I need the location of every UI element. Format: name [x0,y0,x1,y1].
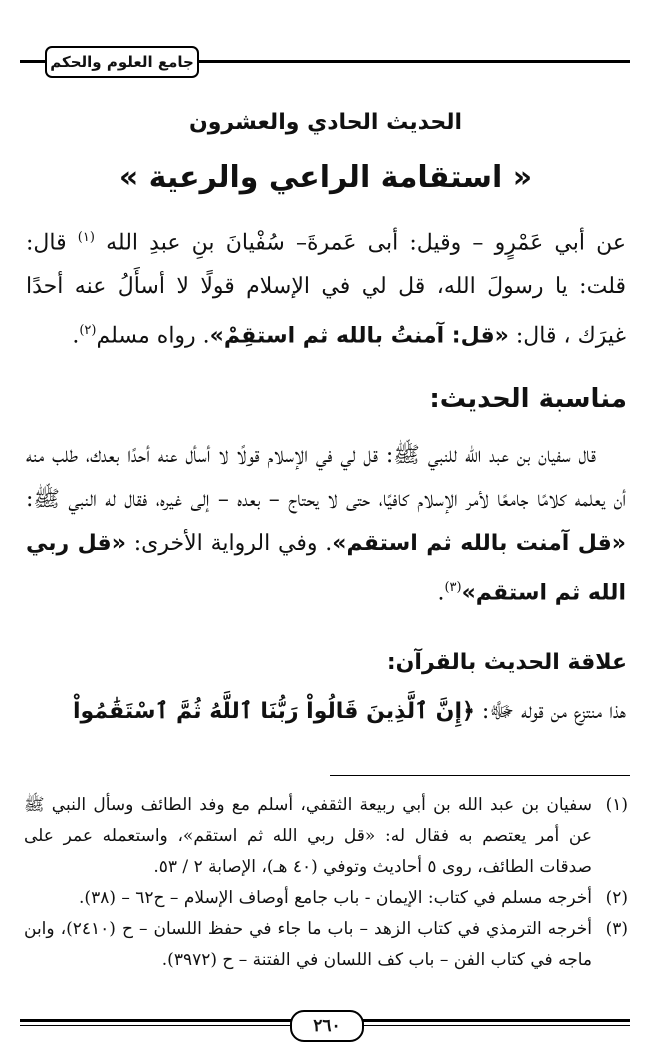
page-number [290,1010,364,1042]
munasaba-quote-2: «قل ربي الله ثم استقم» [26,531,626,606]
footnote-item [24,790,628,883]
munasaba-text-mid2: . وفي الرواية الأخرى: [125,531,333,556]
hadith-text: عن أبي عَمْرٍو – وقيل: أبى عَمرةَ– سُفْيانَ بنِ عبدِ الله $^{(١)}$ قال: قلت: يا رسولَ الله، قل لي في الإسلام قولًا لا أسأَلُ عنه أحدًا غيرَك ، قال: «قل: آمنتُ بالله ثم استقِمْ». رواه مسلم$^{(٢)}$. [26,230,626,349]
quran-line-start: هذا منتزع من قوله ﷻ: [474,699,626,724]
footnote-number: (٢) [605,888,628,908]
footnote-separator [330,775,630,776]
munasaba-text-start: قال سفيان بن عبد الله للنبي ﷺ: قل لي في الإسلام قولًا لا أسأل عنه أحدًا بعدك، طلب منه أن يعلمه كلامًا جامعًا لأمر الإسلام كافيًا، حتى لا يحتاج [26,443,626,512]
quran-text [26,690,626,734]
book-title: جامع العلوم والحكم [50,53,194,71]
footnote-number: (٣) [605,919,628,939]
quran-verse: ﴿إِنَّ ٱلَّذِينَ قَالُواْ رَبُّنَا ٱللَّهُ ثُمَّ ٱسْتَقَٰمُواْ [72,699,475,724]
hadith-title: الحديث الحادي والعشرون [188,110,463,135]
page-number-text: ٢٦٠ [313,1016,341,1036]
footnote-text: سفيان بن عبد الله بن أبي ربيعة الثقفي، أسلم مع وفد الطائف وسأل النبي ﷺ عن أمر يعتصم به فقال له: «قل ربي الله ثم استقم»، واستعمله عمر على صدقات الطائف، روى ٥ أحاديث وتوفي (٤٠ هـ)، الإصابة ٢ / ٥٣. [24,795,592,877]
footnote-number: (١) [605,795,628,815]
footnote-text: أخرجه مسلم في كتاب: الإيمان - باب جامع أوصاف الإسلام – ح٦٢ – (٣٨). [79,888,592,908]
munasaba-text-mid: بعده – إلى غيره، فقال له النبي ﷺ: [26,487,269,512]
narration-mid: قال: قلت: يا رسولَ الله، قل لي في الإسلام قولًا لا أسأَلُ عنه أحدًا غيرَك ، قال: [26,230,626,349]
footnote-ref-3: (٣) [444,580,462,595]
footnote-ref-2: (٢) [79,323,97,339]
narration-quote: «قل: آمنتُ بالله ثم استقِمْ» [209,323,509,349]
running-header [45,46,199,78]
narration-intro: عن أبي عَمْرٍو – وقيل: أبى عَمرةَ– سُفْيانَ بنِ عبدِ الله [94,230,626,256]
hadith-subtitle: « استقامة الراعي والرعية » [118,160,533,195]
footnote-item [24,914,628,976]
footnotes [24,790,628,976]
munasaba-quote-1: «قل آمنت بالله ثم استقم» [332,531,626,556]
footnote-item [24,883,628,914]
section-heading-quran: علاقة الحديث بالقرآن: [386,650,627,675]
section-heading-munasaba: مناسبة الحديث: [429,384,627,414]
footnote-text: أخرجه الترمذي في كتاب الزهد – باب ما جاء في حفظ اللسان – ح (٢٤١٠)، وابن ماجه في كتاب الفن – باب كف اللسان في الفتنة – ح (٣٩٧٢). [24,919,592,970]
munasaba-text: قال سفيان بن عبد الله للنبي ﷺ: قل لي في الإسلام قولًا لا أسأل عنه أحدًا بعدك، طلب منه أن يعلمه كلامًا جامعًا لأمر الإسلام كافيًا، حتى لا يحتاج – بعده – إلى غيره، فقال له النبي ﷺ: «قل آمنت بالله ثم استقم». وفي الرواية الأخرى: «قل ربي الله ثم استقم»$^{(٣)}$. [26,443,626,606]
narration-end: . رواه مسلم [96,323,210,349]
footnote-ref-1: (١) [77,230,95,245]
